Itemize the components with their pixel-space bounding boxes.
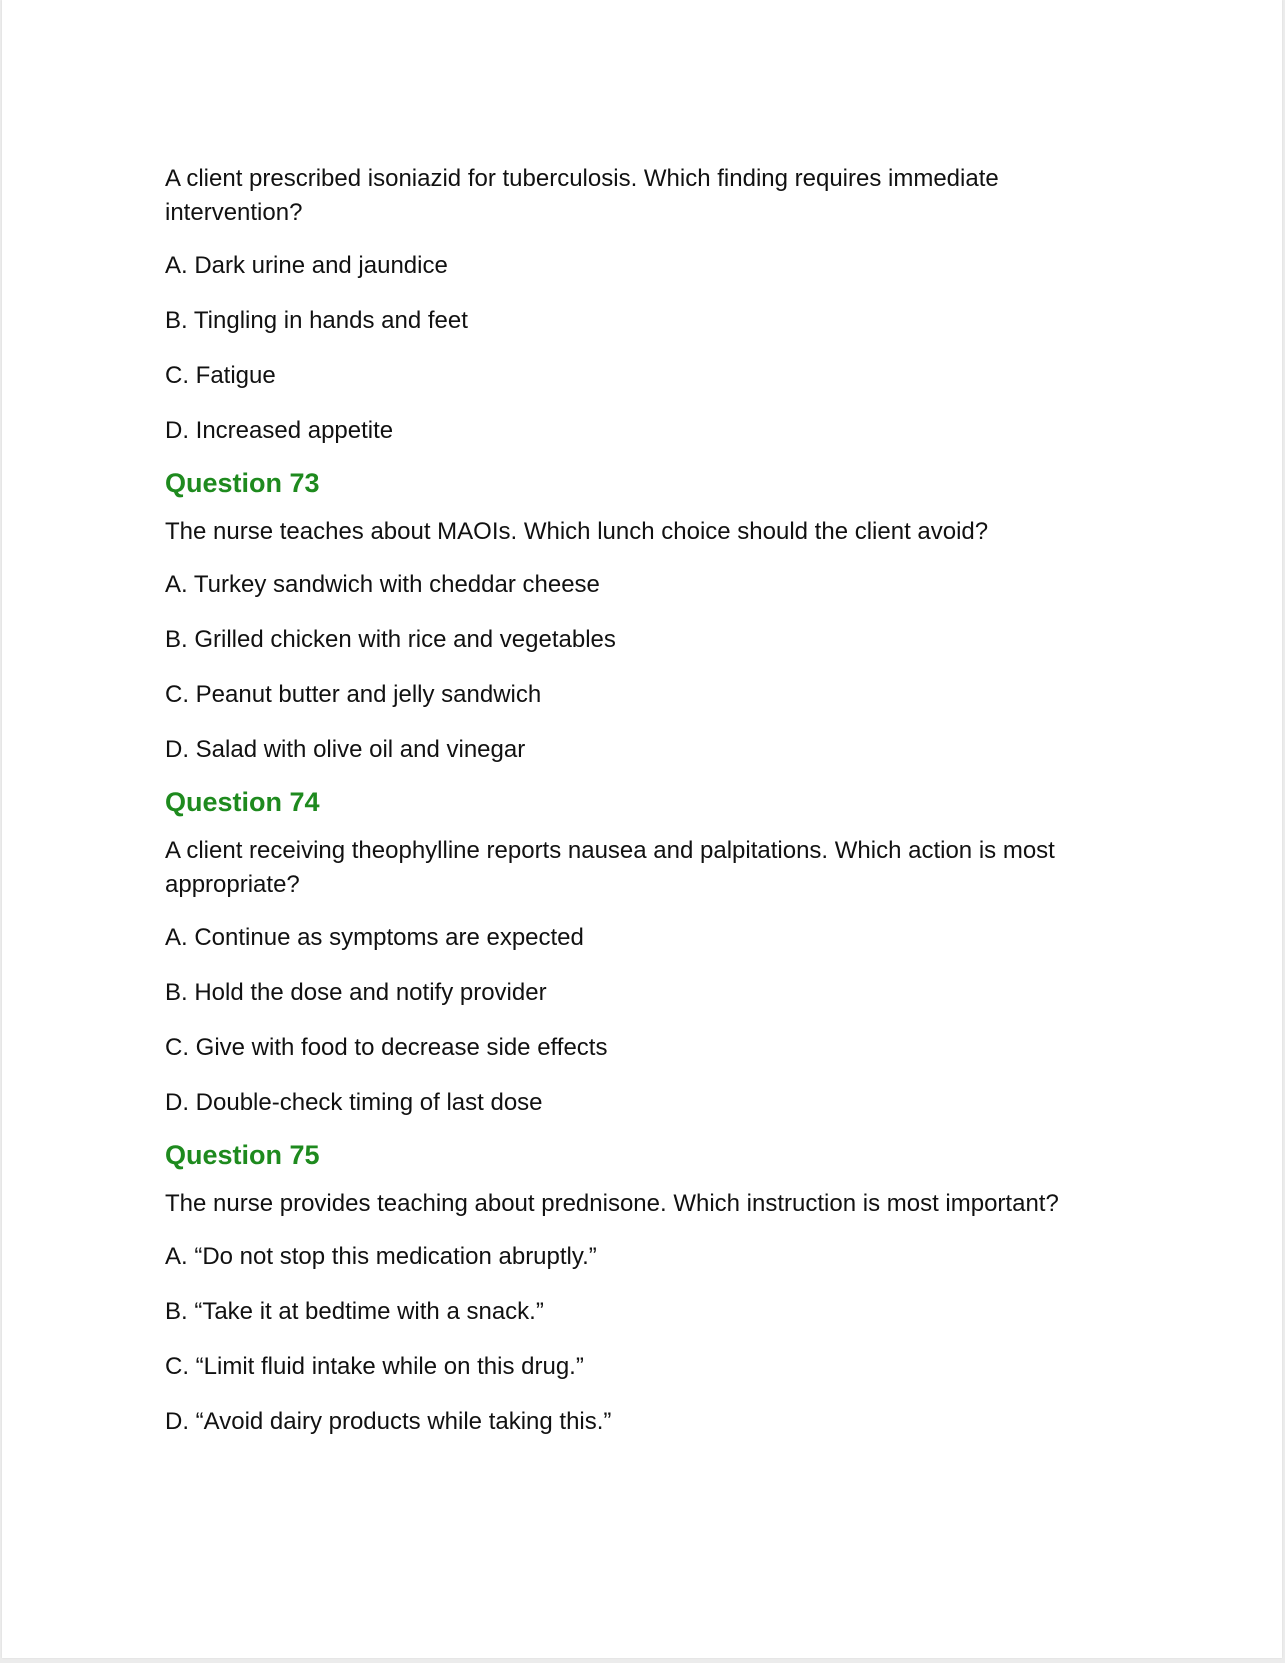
question-block-75 — [165, 1138, 1125, 1439]
option-a: A. “Do not stop this medication abruptly.” — [165, 1243, 597, 1270]
question-heading: Question 74 — [165, 787, 320, 817]
option-c: C. “Limit fluid intake while on this drug.” — [165, 1353, 584, 1380]
option-d: D. Salad with olive oil and vinegar — [165, 736, 526, 763]
question-text: The nurse teaches about MAOIs. Which lunch choice should the client avoid? — [165, 518, 989, 545]
question-block-72 — [165, 162, 1125, 448]
option-b: B. “Take it at bedtime with a snack.” — [165, 1298, 544, 1325]
option-d: D. “Avoid dairy products while taking this.” — [165, 1408, 612, 1435]
question-block-73 — [165, 466, 1125, 767]
option-a: A. Continue as symptoms are expected — [165, 924, 584, 951]
question-block-74 — [165, 785, 1125, 1120]
question-heading: Question 75 — [165, 1140, 320, 1170]
question-text: A client receiving theophylline reports nausea and palpitations. Which action is most appropriate? — [165, 837, 1055, 898]
option-d: D. Double-check timing of last dose — [165, 1089, 543, 1116]
option-a: A. Dark urine and jaundice — [165, 252, 448, 279]
option-b: B. Hold the dose and notify provider — [165, 979, 547, 1006]
question-heading: Question 73 — [165, 468, 320, 498]
question-text: The nurse provides teaching about prednisone. Which instruction is most important? — [165, 1190, 1059, 1217]
page-content — [165, 162, 1125, 1460]
document-page — [2, 0, 1282, 1658]
option-c: C. Give with food to decrease side effects — [165, 1034, 608, 1061]
question-text: A client prescribed isoniazid for tuberculosis. Which finding requires immediate intervention? — [165, 165, 999, 226]
option-b: B. Grilled chicken with rice and vegetables — [165, 626, 616, 653]
option-c: C. Peanut butter and jelly sandwich — [165, 681, 542, 708]
option-c: C. Fatigue — [165, 362, 276, 389]
option-a: A. Turkey sandwich with cheddar cheese — [165, 571, 600, 598]
option-b: B. Tingling in hands and feet — [165, 307, 468, 334]
option-d: D. Increased appetite — [165, 417, 394, 444]
